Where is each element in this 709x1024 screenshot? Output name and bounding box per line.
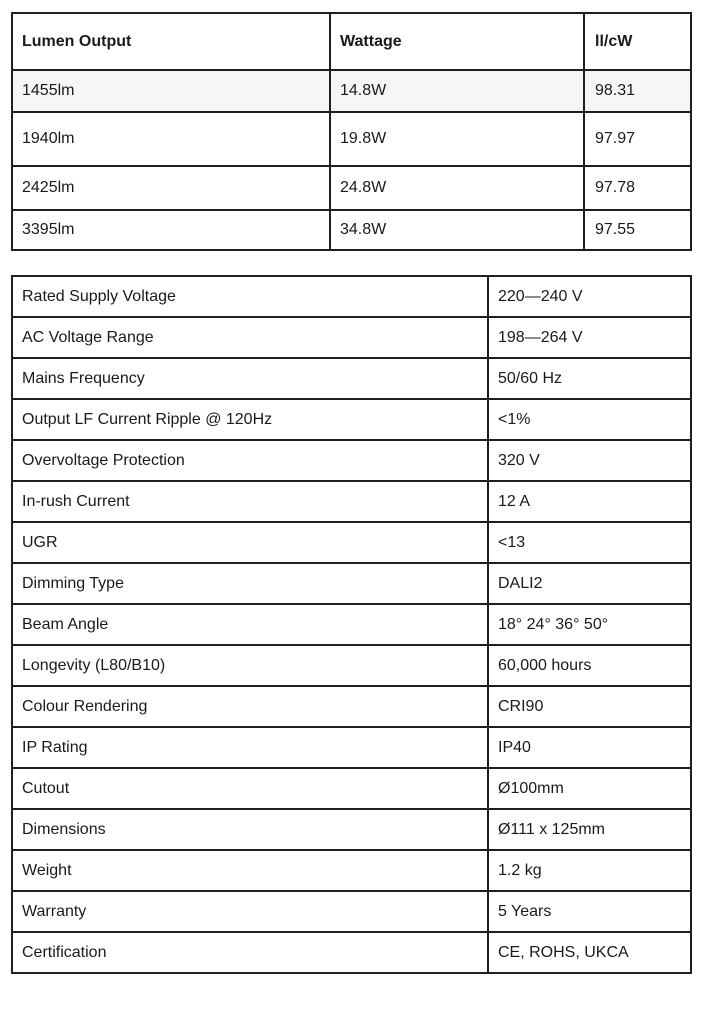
spec-label: Overvoltage Protection <box>12 440 488 481</box>
spec-value: 198—264 V <box>488 317 691 358</box>
lumen-output-table <box>11 12 692 251</box>
spec-value: 60,000 hours <box>488 645 691 686</box>
spec-label: Cutout <box>12 768 488 809</box>
spec-value: Ø111 x 125mm <box>488 809 691 850</box>
spec-row-current-ripple <box>12 399 691 440</box>
spec-value: 5 Years <box>488 891 691 932</box>
header-lumen-output: Lumen Output <box>12 13 330 70</box>
efficacy-cell: 97.55 <box>584 210 691 250</box>
spec-label: Dimensions <box>12 809 488 850</box>
lumen-cell: 2425lm <box>12 166 330 210</box>
spec-value: 12 A <box>488 481 691 522</box>
spec-row-weight <box>12 850 691 891</box>
spec-value: 50/60 Hz <box>488 358 691 399</box>
spec-row-rated-supply-voltage <box>12 276 691 317</box>
spec-row-certification <box>12 932 691 973</box>
spec-value: 320 V <box>488 440 691 481</box>
specifications-table <box>11 275 692 974</box>
spec-value: 1.2 kg <box>488 850 691 891</box>
spec-label: In-rush Current <box>12 481 488 522</box>
spec-row-ugr <box>12 522 691 563</box>
efficacy-cell: 97.97 <box>584 112 691 166</box>
spec-label: Longevity (L80/B10) <box>12 645 488 686</box>
spec-row-colour-rendering <box>12 686 691 727</box>
spec-label: Dimming Type <box>12 563 488 604</box>
spec-row-beam-angle <box>12 604 691 645</box>
wattage-cell: 19.8W <box>330 112 584 166</box>
spec-label: Mains Frequency <box>12 358 488 399</box>
spec-label: UGR <box>12 522 488 563</box>
spec-value: CRI90 <box>488 686 691 727</box>
table-row <box>12 70 691 112</box>
lumen-cell: 1940lm <box>12 112 330 166</box>
spec-label: Output LF Current Ripple @ 120Hz <box>12 399 488 440</box>
efficacy-cell: 98.31 <box>584 70 691 112</box>
spec-label: Warranty <box>12 891 488 932</box>
spec-label: Rated Supply Voltage <box>12 276 488 317</box>
spec-label: Weight <box>12 850 488 891</box>
spec-row-dimensions <box>12 809 691 850</box>
table-row <box>12 166 691 210</box>
spec-value: 18° 24° 36° 50° <box>488 604 691 645</box>
spec-value: Ø100mm <box>488 768 691 809</box>
spec-row-longevity <box>12 645 691 686</box>
spec-value: <1% <box>488 399 691 440</box>
spec-value: CE, ROHS, UKCA <box>488 932 691 973</box>
spec-value: IP40 <box>488 727 691 768</box>
wattage-cell: 34.8W <box>330 210 584 250</box>
spec-label: Certification <box>12 932 488 973</box>
table-row <box>12 210 691 250</box>
lumen-cell: 3395lm <box>12 210 330 250</box>
spec-row-ac-voltage-range <box>12 317 691 358</box>
spec-value: <13 <box>488 522 691 563</box>
wattage-cell: 24.8W <box>330 166 584 210</box>
spec-label: Colour Rendering <box>12 686 488 727</box>
spec-value: DALI2 <box>488 563 691 604</box>
spec-label: AC Voltage Range <box>12 317 488 358</box>
table-row <box>12 112 691 166</box>
lumen-cell: 1455lm <box>12 70 330 112</box>
spec-row-warranty <box>12 891 691 932</box>
lumen-table-header-row <box>12 13 691 70</box>
spec-row-inrush-current <box>12 481 691 522</box>
spec-row-mains-frequency <box>12 358 691 399</box>
spec-row-cutout <box>12 768 691 809</box>
spec-value: 220—240 V <box>488 276 691 317</box>
header-efficacy: ll/cW <box>584 13 691 70</box>
spec-label: Beam Angle <box>12 604 488 645</box>
header-wattage: Wattage <box>330 13 584 70</box>
spec-label: IP Rating <box>12 727 488 768</box>
wattage-cell: 14.8W <box>330 70 584 112</box>
efficacy-cell: 97.78 <box>584 166 691 210</box>
spec-row-overvoltage-protection <box>12 440 691 481</box>
spec-row-dimming-type <box>12 563 691 604</box>
spec-row-ip-rating <box>12 727 691 768</box>
